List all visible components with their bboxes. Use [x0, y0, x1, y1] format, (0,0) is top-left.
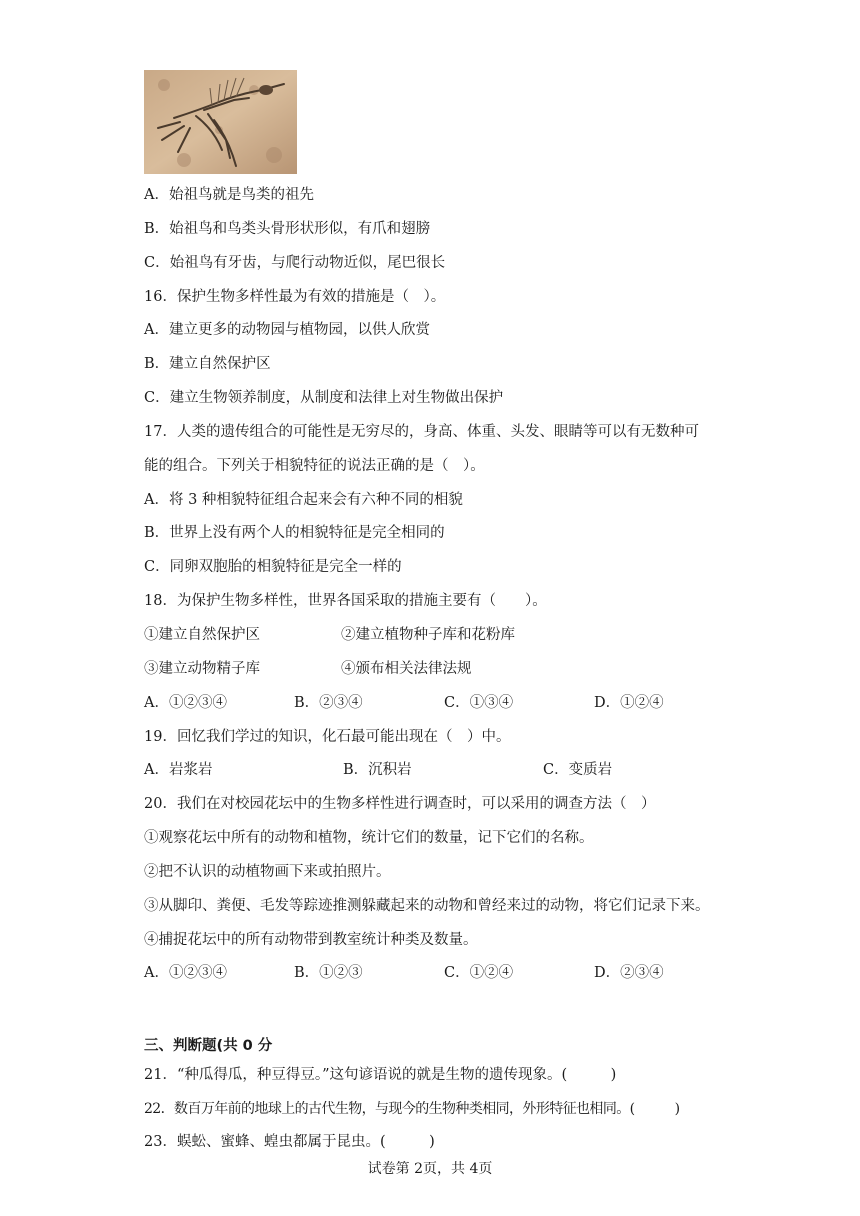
q16-stem: 16．保护生物多样性最为有效的措施是（ ）。: [144, 289, 446, 305]
q16-option-a[interactable]: A．建立更多的动物园与植物园，以供人欣赏: [144, 322, 430, 338]
q19-stem: 19．回忆我们学过的知识，化石最可能出现在（ ）中。: [144, 729, 511, 745]
q20-item-4: ④捕捉花坛中的所有动物带到教室统计种类及数量。: [144, 932, 478, 948]
page-footer: 试卷第 2页，共 4页: [367, 1161, 493, 1177]
q19-option-c[interactable]: C．变质岩: [543, 762, 613, 778]
q15-option-a[interactable]: A．始祖鸟就是鸟类的祖先: [144, 187, 314, 203]
q20-option-d[interactable]: D．②③④: [594, 965, 664, 981]
q20-option-b[interactable]: B．①②③: [294, 965, 363, 981]
q20-stem: 20．我们在对校园花坛中的生物多样性进行调查时，可以采用的调查方法（ ）: [144, 796, 656, 812]
q20-option-c[interactable]: C．①②④: [444, 965, 514, 981]
q18-item-4: ④颁布相关法律法规: [341, 661, 472, 677]
q19-option-a[interactable]: A．岩浆岩: [144, 762, 213, 778]
q19-option-b[interactable]: B．沉积岩: [343, 762, 412, 778]
q20-item-2: ②把不认识的动植物画下来或拍照片。: [144, 864, 391, 880]
q20-item-3: ③从脚印、粪便、毛发等踪迹推测躲藏起来的动物和曾经来过的动物，将它们记录下来。: [144, 898, 710, 914]
q18-option-a[interactable]: A．①②③④: [144, 695, 227, 711]
q22[interactable]: 22．数百万年前的地球上的古代生物，与现今的生物种类相同，外形特征也相同。( ): [144, 1101, 680, 1117]
q17-option-a[interactable]: A．将 3 种相貌特征组合起来会有六种不同的相貌: [144, 492, 463, 508]
q18-item-3: ③建立动物精子库: [144, 661, 260, 677]
q16-option-c[interactable]: C．建立生物领养制度，从制度和法律上对生物做出保护: [144, 390, 504, 406]
q18-item-2: ②建立植物种子库和花粉库: [341, 627, 515, 643]
archaeopteryx-fossil-image: [144, 70, 297, 174]
q17-stem-line2: 能的组合。下列关于相貌特征的说法正确的是（ ）。: [144, 458, 485, 474]
section-title-judgement: 三、判断题(共 0 分: [144, 1038, 273, 1054]
q18-stem: 18．为保护生物多样性，世界各国采取的措施主要有（ ）。: [144, 593, 547, 609]
q17-option-b[interactable]: B．世界上没有两个人的相貌特征是完全相同的: [144, 525, 445, 541]
q16-option-b[interactable]: B．建立自然保护区: [144, 356, 271, 372]
q15-option-c[interactable]: C．始祖鸟有牙齿，与爬行动物近似，尾巴很长: [144, 255, 446, 271]
q18-option-c[interactable]: C．①③④: [444, 695, 514, 711]
q21[interactable]: 21．“种瓜得瓜，种豆得豆。”这句谚语说的就是生物的遗传现象。( ): [144, 1067, 617, 1083]
q17-option-c[interactable]: C．同卵双胞胎的相貌特征是完全一样的: [144, 559, 402, 575]
q18-option-d[interactable]: D．①②④: [594, 695, 664, 711]
q18-option-b[interactable]: B．②③④: [294, 695, 363, 711]
q20-option-a[interactable]: A．①②③④: [144, 965, 227, 981]
q15-option-b[interactable]: B．始祖鸟和鸟类头骨形状形似，有爪和翅膀: [144, 221, 431, 237]
q20-item-1: ①观察花坛中所有的动物和植物，统计它们的数量，记下它们的名称。: [144, 830, 594, 846]
q17-stem-line1: 17．人类的遗传组合的可能性是无穷尽的，身高、体重、头发、眼睛等可以有无数种可: [144, 424, 699, 440]
q23[interactable]: 23．蜈蚣、蜜蜂、蝗虫都属于昆虫。( ): [144, 1134, 435, 1150]
q18-item-1: ①建立自然保护区: [144, 627, 260, 643]
